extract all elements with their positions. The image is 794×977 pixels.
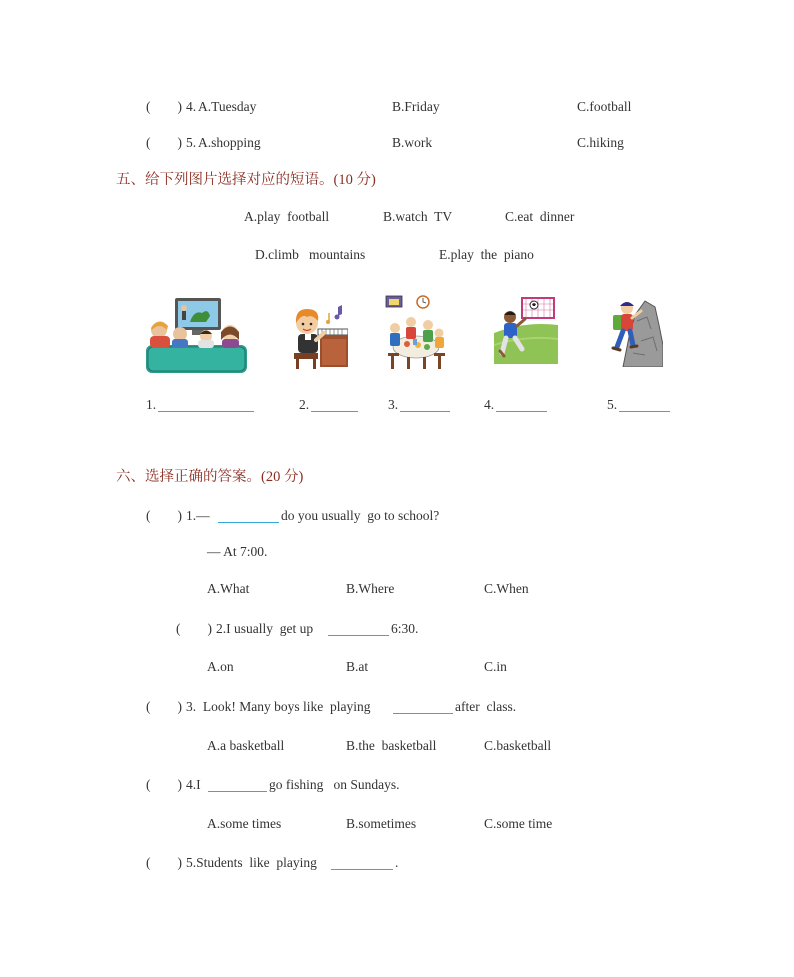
p6-q3-option-a: A.a basketball — [207, 738, 285, 753]
p6-q4-blank[interactable] — [208, 779, 267, 792]
p5-option-a: A.play football — [244, 209, 330, 224]
p4-q4-option-a: A.Tuesday — [198, 99, 257, 114]
p6-q3-paren: ( ) — [146, 699, 182, 714]
p6-q2-blank[interactable] — [328, 623, 389, 636]
p6-q4-paren: ( ) — [146, 777, 182, 792]
climber-picture — [601, 295, 663, 367]
p6-q1-stem-end: do you usually go to school? — [281, 508, 440, 523]
p6-q1-reply: — At 7:00. — [207, 544, 268, 559]
p6-q2-stem-start: 2.I usually get up — [216, 621, 317, 636]
p4-q5-option-c: C.hiking — [577, 135, 624, 150]
p5-option-b: B.watch TV — [383, 209, 453, 224]
p6-q3-stem-end: after class. — [455, 699, 517, 714]
p6-q3-blank[interactable] — [393, 701, 453, 714]
p6-q4-option-c: C.some time — [484, 816, 553, 831]
p5-answer-4-label: 4. — [484, 397, 495, 412]
part6-heading: 六、选择正确的答案。(20 分) — [116, 469, 304, 485]
p5-answer-1-label: 1. — [146, 397, 157, 412]
football-kid-picture — [494, 295, 558, 364]
p5-answer-3-label: 3. — [388, 397, 399, 412]
p6-q3-option-c: C.basketball — [484, 738, 552, 753]
p5-answer-2-label: 2. — [299, 397, 310, 412]
p6-q2-option-b: B.at — [346, 659, 369, 674]
p6-q1-paren: ( ) — [146, 508, 182, 523]
p6-q2-option-c: C.in — [484, 659, 507, 674]
p5-answer-3-blank[interactable] — [400, 399, 450, 412]
p6-q5-paren: ( ) — [146, 855, 182, 870]
p6-q4-stem-end: go fishing on Sundays. — [269, 777, 400, 792]
p6-q1-option-b: B.Where — [346, 581, 395, 596]
p6-q2-option-a: A.on — [207, 659, 234, 674]
p5-answer-2-blank[interactable] — [311, 399, 358, 412]
dinner-family-picture — [385, 295, 447, 371]
p6-q1-stem-start: 1.— — [186, 508, 213, 523]
p6-q4-option-b: B.sometimes — [346, 816, 417, 831]
p6-q3-option-b: B.the basketball — [346, 738, 437, 753]
p4-q4-paren: ( ) — [146, 99, 182, 114]
p4-q4-option-c: C.football — [577, 99, 632, 114]
p6-q5-stem-start: 5.Students like playing — [186, 855, 324, 870]
p5-answer-1-blank[interactable] — [158, 399, 254, 412]
p5-option-d: D.climb mountains — [255, 247, 366, 262]
p6-q1-option-c: C.When — [484, 581, 529, 596]
p6-q4-stem-start: 4.I — [186, 777, 204, 792]
p6-q5-blank[interactable] — [331, 857, 393, 870]
p4-q5-option-a: A.shopping — [198, 135, 261, 150]
p4-q5-num: 5. — [186, 135, 197, 150]
p5-option-e: E.play the piano — [439, 247, 534, 262]
tv-family-picture — [146, 296, 247, 373]
p6-q1-option-a: A.What — [207, 581, 250, 596]
p6-q2-paren: ( ) — [176, 621, 212, 636]
p6-q1-blank[interactable] — [218, 510, 279, 523]
p6-q4-option-a: A.some times — [207, 816, 282, 831]
p4-q5-option-b: B.work — [392, 135, 433, 150]
piano-boy-picture — [290, 303, 348, 369]
p4-q4-num: 4. — [186, 99, 197, 114]
p5-answer-5-label: 5. — [607, 397, 618, 412]
p5-answer-5-blank[interactable] — [619, 399, 670, 412]
p6-q3-stem-start: 3. Look! Many boys like playing — [186, 699, 378, 714]
p4-q4-option-b: B.Friday — [392, 99, 440, 114]
p5-option-c: C.eat dinner — [505, 209, 575, 224]
p4-q5-paren: ( ) — [146, 135, 182, 150]
p5-answer-4-blank[interactable] — [496, 399, 547, 412]
p6-q5-stem-end: . — [395, 855, 399, 870]
p6-q2-stem-end: 6:30. — [391, 621, 419, 636]
part5-heading: 五、给下列图片选择对应的短语。(10 分) — [116, 172, 376, 188]
